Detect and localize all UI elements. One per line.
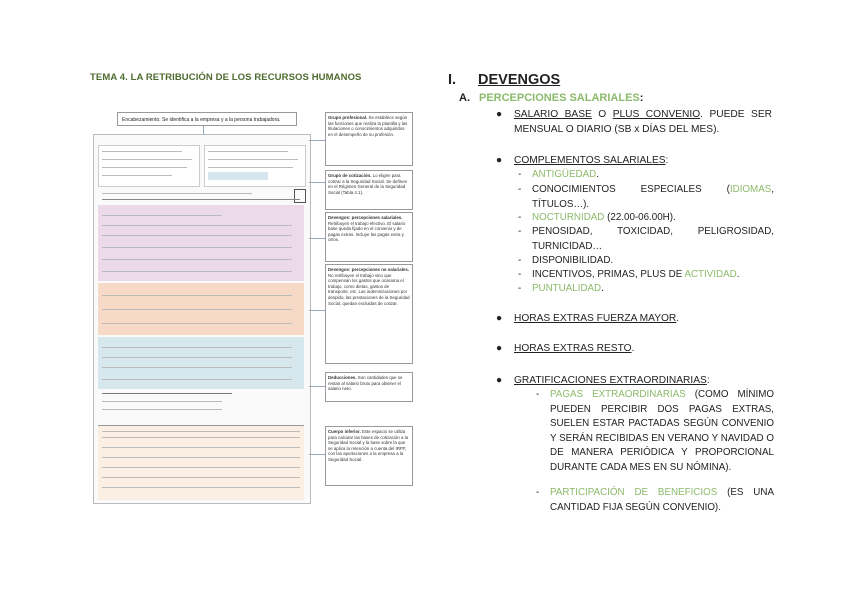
connector-line: [309, 182, 325, 183]
list-item-nocturnidad: - NOCTURNIDAD (22.00-06.00H).: [518, 212, 676, 223]
deducciones-band: [98, 337, 304, 389]
connector-line: [309, 386, 325, 387]
list-item-puntualidad: - PUNTUALIDAD.: [518, 283, 604, 294]
list-item-penosidad: - PENOSIDAD, TOXICIDAD, PELIGROSIDAD, TURNICIDAD…: [518, 226, 774, 252]
callout-percepciones-salariales: Devengos: percepciones salariales. Retribuyen el trabajo efectivo. El salario base queda fijado en el convenio y de pagas extras. Incluye las pagas extra y otros.: [325, 212, 413, 262]
callout-percepciones-no-salariales: Devengos: percepciones no salariales. No retribuyen el trabajo sino que compensan los gastos que ocasiona el trabajo, como dietas, gastos de transporte, etc. Las indemnizaciones por despido, las prestaciones de la Seguridad Social, quedan excluidas de cotizar.: [325, 264, 413, 364]
section-heading: I. DEVENGOS: [448, 72, 561, 88]
list-item-antiguedad: - ANTIGÜEDAD.: [518, 169, 599, 180]
callout-grupo-profesional: Grupo profesional. Se establece según las funciones que realiza la plantilla y las titulaciones o conocimientos adquiridos en el desempeño de su profesión.: [325, 112, 413, 166]
connector-line: [309, 140, 325, 141]
bullet-icon: ●: [496, 375, 503, 386]
callout-cuerpo-inferior: Cuerpo inferior. Este espacio se utiliza para calcular las bases de cotización a la Seguridad Social y la base sobre la que se aplica la retención a cuenta del IRPF, con las aportaciones a la empresa a la Seguridad Social.: [325, 426, 413, 486]
callout-grupo-cotizacion: Grupo de cotización. Lo eligen para cotizar a la Seguridad Social. Se definen en el Régimen General de la Seguridad Social (Tabla 4.1).: [325, 170, 413, 210]
bullet-icon: ●: [496, 343, 503, 354]
list-item-incentivos: - INCENTIVOS, PRIMAS, PLUS DE ACTIVIDAD.: [518, 269, 740, 280]
list-item-pagas-extra: - PAGAS EXTRAORDINARIAS (COMO MÍNIMO PUEDEN PERCIBIR DOS PAGAS EXTRAS, SUELEN ESTAR PACTADAS SEGÚN CONVENIO Y SERÁN RECIBIDAS EN VERANO Y NAVIDAD O DE MANERA PERIÓDICA Y PROPORCIONAL DURANTE CADA MES EN SU NÓMINA).: [536, 389, 774, 473]
list-item-participacion: - PARTICIPACIÓN DE BENEFICIOS (ES UNA CANTIDAD FIJA SEGÚN CONVENIO).: [536, 487, 774, 513]
connector-line: [309, 454, 325, 455]
connector-line: [309, 238, 325, 239]
document-title: TEMA 4. LA RETRIBUCIÓN DE LOS RECURSOS HUMANOS: [90, 72, 362, 83]
bullet-icon: ●: [496, 313, 503, 324]
list-item-conocimientos: - CONOCIMIENTOS ESPECIALES (IDIOMAS, TÍTULOS…).: [518, 184, 774, 210]
cotizacion-highlight: [208, 172, 268, 180]
list-item-disponibilidad: - DISPONIBILIDAD.: [518, 255, 614, 266]
callout-deducciones: Deducciones. Son cantidades que se restan al salario bruto para obtener el salario neto.: [325, 372, 413, 402]
payslip-sheet: [93, 134, 311, 504]
period-box: [294, 189, 306, 203]
salarial-band: [98, 205, 304, 281]
bullet-icon: ●: [496, 109, 503, 120]
header-callout: Encabezamiento. Se identifica a la empresa y a la persona trabajadora.: [117, 112, 297, 126]
connector-line: [309, 310, 325, 311]
payslip-figure: [93, 110, 415, 502]
bullet-icon: ●: [496, 155, 503, 166]
subsection-heading: A. PERCEPCIONES SALARIALES:: [459, 92, 644, 104]
